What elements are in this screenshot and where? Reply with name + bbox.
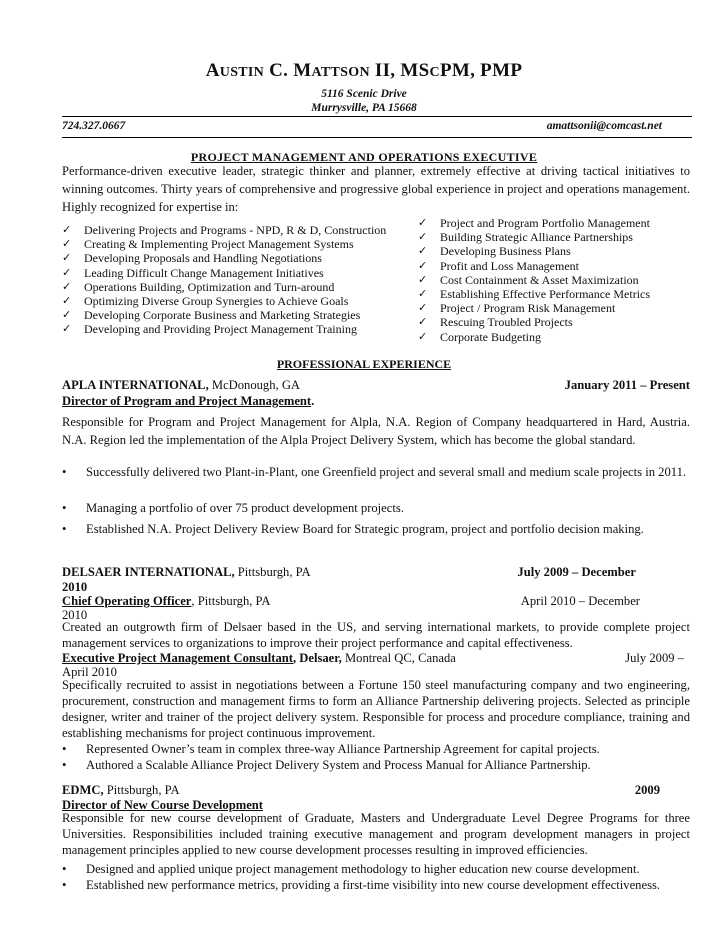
company-location: Pittsburgh, PA bbox=[103, 783, 180, 797]
checkmark-icon: ✓ bbox=[62, 308, 72, 322]
phone-number: 724.327.0667 bbox=[62, 120, 126, 132]
bullet-icon: • bbox=[62, 522, 67, 536]
list-item: ✓ Creating & Implementing Project Management Systems bbox=[62, 237, 354, 252]
company-location: McDonough, GA bbox=[208, 378, 301, 392]
checkmark-icon: ✓ bbox=[418, 244, 428, 258]
checkmark-icon: ✓ bbox=[418, 315, 428, 329]
job-description-edmc: Responsible for new course development of Graduate, Masters and Undergraduate Level Degree Programs for three Universities. Responsibilities included training executive management and program development managers in project management principles applied to new course development processes resulting in improved efficiencies. bbox=[62, 811, 690, 857]
list-item: • Managing a portfolio of over 75 product development projects. bbox=[62, 501, 404, 515]
checkmark-icon: ✓ bbox=[418, 230, 428, 244]
address-street: 5116 Scenic Drive bbox=[321, 88, 407, 100]
list-item: • Established new performance metrics, providing a first-time visibility into new course development effectiveness. bbox=[62, 878, 661, 892]
job-dates: July 2009 – December bbox=[517, 565, 636, 579]
list-item: ✓ Project / Program Risk Management bbox=[418, 301, 616, 316]
checkmark-icon: ✓ bbox=[62, 265, 72, 279]
list-item: ✓ Corporate Budgeting bbox=[418, 329, 541, 344]
list-item: • Represented Owner’s team in complex three-way Alliance Partnership Agreement for capital projects. bbox=[62, 742, 600, 756]
bullet-icon: • bbox=[62, 501, 67, 515]
checkmark-icon: ✓ bbox=[418, 272, 428, 286]
email-address[interactable]: amattsonii@comcast.net bbox=[546, 120, 662, 132]
list-item: ✓ Rescuing Troubled Projects bbox=[418, 315, 573, 330]
list-item: ✓ Project and Program Portfolio Management bbox=[418, 216, 650, 230]
job-title-apla: Director of Program and Project Management. bbox=[62, 394, 315, 408]
bullet-icon: • bbox=[62, 878, 67, 892]
contact-row bbox=[62, 116, 692, 138]
role-dates: July 2009 – bbox=[625, 651, 684, 665]
checkmark-icon: ✓ bbox=[418, 287, 428, 301]
job-description-apla: Responsible for Program and Project Management for Alpla, N.A. Region of Company headquartered in Hard, Austria. N.A. Region led the implementation of the Alpla Project Delivery System, which has become the global standard. bbox=[62, 415, 690, 447]
checkmark-icon: ✓ bbox=[62, 223, 72, 236]
headline-title: PROJECT MANAGEMENT AND OPERATIONS EXECUTIVE bbox=[190, 150, 538, 164]
job-title-edmc: Director of New Course Development bbox=[62, 798, 263, 812]
list-item: • Designed and applied unique project management methodology to higher education new course development. bbox=[62, 862, 640, 876]
checkmark-icon: ✓ bbox=[418, 216, 428, 229]
role-description-consultant: Specifically recruited to assist in negotiations between a Fortune 150 steel manufacturing company and two engineering, procurement, construction and management firms to form an Alliance Partnership delivering projects. Selected as principle designer, writer and trainer of the project delivery system. Responsible for process and procedure compliance, training and establishing mechanisms for project continuous improvement. bbox=[62, 678, 690, 740]
bullet-icon: • bbox=[62, 742, 67, 756]
summary-paragraph: Performance-driven executive leader, strategic thinker and planner, extremely effective at driving tactical initiatives to winning outcomes. Thirty years of comprehensive and progressive global experience in project and operations management. Highly recognized for expertise in: bbox=[62, 164, 690, 214]
section-heading-experience: PROFESSIONAL EXPERIENCE bbox=[276, 357, 452, 371]
role-dates: April 2010 – December bbox=[520, 594, 640, 608]
job-title-consultant: Executive Project Management Consultant, Delsaer, Montreal QC, Canada July 2009 – bbox=[62, 651, 684, 665]
checkmark-icon: ✓ bbox=[418, 301, 428, 315]
job-header-edmc bbox=[62, 782, 690, 798]
role-dates-continued: April 2010 bbox=[62, 665, 117, 679]
company-name: EDMC, bbox=[62, 783, 104, 797]
list-item: ✓ Building Strategic Alliance Partnerships bbox=[418, 230, 633, 245]
list-item: ✓ Profit and Loss Management bbox=[418, 258, 579, 273]
checkmark-icon: ✓ bbox=[418, 329, 428, 343]
list-item: ✓ Delivering Projects and Programs - NPD, R & D, Construction bbox=[62, 223, 387, 237]
company-name: DELSAER INTERNATIONAL, bbox=[62, 565, 235, 579]
list-item: • Authored a Scalable Alliance Project Delivery System and Process Manual for Alliance Partnership. bbox=[62, 758, 591, 772]
bullet-icon: • bbox=[62, 862, 67, 876]
expertise-list-right bbox=[418, 216, 650, 344]
bullet-icon: • bbox=[62, 465, 67, 479]
list-item: • Successfully delivered two Plant-in-Plant, one Greenfield project and several small and medium scale projects in 2011. bbox=[62, 465, 687, 479]
bullet-icon: • bbox=[62, 758, 67, 772]
list-item: ✓ Leading Difficult Change Management Initiatives bbox=[62, 265, 324, 280]
list-item: ✓ Developing Corporate Business and Marketing Strategies bbox=[62, 308, 361, 323]
role-description-coo: Created an outgrowth firm of Delsaer based in the US, and serving international markets, to provide complete project management services to organizations to improve their project performance and capital effectiveness. bbox=[62, 620, 690, 650]
checkmark-icon: ✓ bbox=[62, 251, 72, 265]
expertise-list-left bbox=[62, 223, 386, 337]
role-dates-continued: 2010 bbox=[62, 608, 88, 622]
checkmark-icon: ✓ bbox=[62, 279, 72, 293]
job-dates-continued: 2010 bbox=[62, 580, 88, 594]
list-item: ✓ Developing Proposals and Handling Negotiations bbox=[62, 251, 322, 266]
company-name: APLA INTERNATIONAL, bbox=[62, 378, 209, 392]
list-item: ✓ Optimizing Diverse Group Synergies to Achieve Goals bbox=[62, 294, 349, 309]
job-header-delsaer bbox=[62, 564, 690, 580]
checkmark-icon: ✓ bbox=[62, 237, 72, 251]
company-location: Pittsburgh, PA bbox=[234, 565, 311, 579]
list-item: ✓ Operations Building, Optimization and Turn-around bbox=[62, 279, 335, 294]
job-title-coo: Chief Operating Officer, Pittsburgh, PA April 2010 – December bbox=[62, 594, 640, 608]
list-item: • Established N.A. Project Delivery Review Board for Strategic program, project and portfolio decision making. bbox=[62, 522, 644, 536]
list-item: ✓ Cost Containment & Asset Maximization bbox=[418, 272, 639, 287]
job-dates: 2009 bbox=[634, 783, 660, 797]
address-city: Murrysville, PA 15668 bbox=[311, 102, 417, 114]
checkmark-icon: ✓ bbox=[62, 294, 72, 308]
job-dates: January 2011 – Present bbox=[564, 378, 690, 392]
checkmark-icon: ✓ bbox=[62, 322, 72, 336]
job-header-apla bbox=[62, 377, 690, 393]
candidate-name: AUSTIN C. MATTSON II, MSCPM, PMP bbox=[205, 60, 523, 81]
list-item: ✓ Establishing Effective Performance Metrics bbox=[418, 287, 651, 302]
list-item: ✓ Developing Business Plans bbox=[418, 244, 571, 259]
list-item: ✓ Developing and Providing Project Management Training bbox=[62, 322, 357, 337]
checkmark-icon: ✓ bbox=[418, 258, 428, 272]
